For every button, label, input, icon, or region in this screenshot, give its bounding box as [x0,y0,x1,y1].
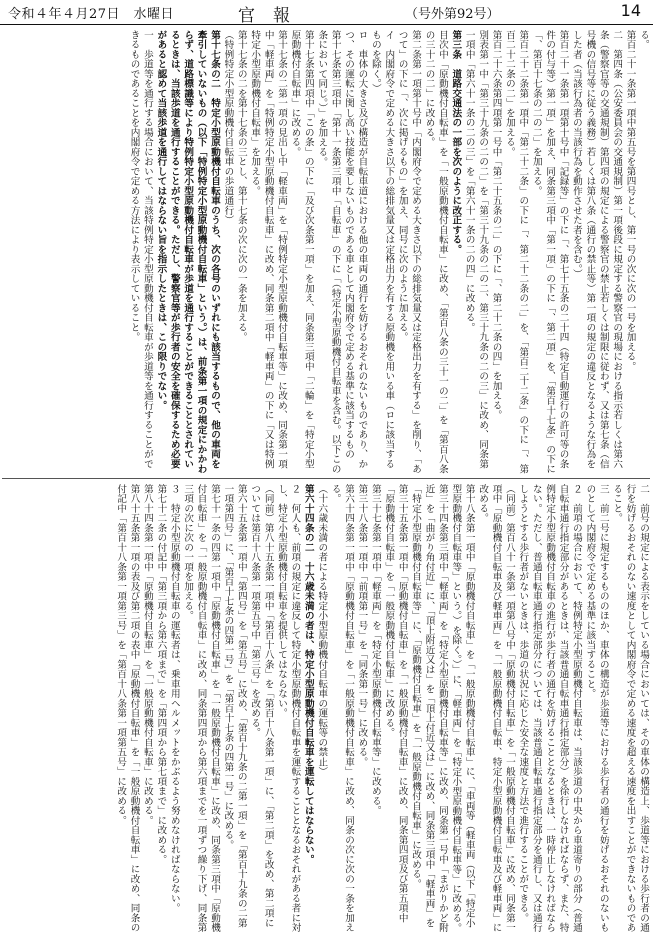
article-paragraph: 第七十二条の付記中「第三項から第六項まで」を「第四項から第七項まで」に改める。 [155,484,167,865]
article-paragraph: 第七十一条の四第一項中「原動機付自転車」を「一般原動機付自転車」に改め、同条第三項中「原動機付自転車」を「一般原動機付自転車」に改め、同条第四項から第六項までを一項ずつ繰り下げ、同条第三項の次に次の一項を加える。 [182,484,220,933]
issue-date: 令和４年４月27日 水曜日 [8,7,175,22]
article-paragraph: 第六十四条の二 十六歳未満の者は、特定小型原動機付自転車を運転してはならない。 [302,484,314,865]
article-paragraph: 第三十七条第一項中「軽車両」を「特定小型原動機付自転車等」に改める。 [369,484,381,816]
article-paragraph: 第三十四条第三項中「軽車両」を「特定小型原動機付自転車等」に改め、同条第一号中「まがりかど附近」を「曲がり角付近」に、「頂上附近又は」を「頂上付近又は」に改め、同条第三項中「軽車両」を「特定小型原動機付自転車等」に、「原動機付自転車」を「一般原動機付自転車」に改める。 [410,484,448,933]
article-paragraph: 第六十五条第一項中「第四号」を「第五号」に改め、「第百十九条の二第一項」を「第百十九条の二第一項第四号」に、「第百十七条の四第一号」を「第百十七条の四第一号」に改める。 [222,484,247,928]
article-paragraph: 第百二十六条第四項第一号中「第二十五条の二」の下に「、第二十二条の四」を加える。 [490,30,502,420]
article-paragraph: 三 前二号に規定するもののほか、車体の構造が歩道等における歩行者の通行を妨げるおそれのないものとして内閣府令で定める基準に該当すること。 [584,484,609,933]
article-paragraph: （特例特定小型原動機付自転車の歩道通行） [222,30,234,225]
article-paragraph: 第八十五条第一項の表及び第二項の表中「原動機付自転車」を「一般原動機付自転車」に改め、同条の付記中「第百十八条第一項第三号」を「第百十八条第一項第五号」に改める。 [115,484,140,933]
article-paragraph: ２ 何人も、前項の規定に違反して特定小型原動機付自転車を運転することとなるおそれがある者に対し、特定小型原動機付自転車を提供してはならない。 [276,484,301,933]
article-paragraph: 第十八条第一項中「原動機付自転車」を「一般原動機付自転車」に、「車両等（軽車両（以下「特定小型原動機付自転車等」という。）を除く。）」に、「軽車両」を「特定小型原動機付自転車等」に改める。 [450,484,475,933]
article-paragraph: ロ 車体の大きさ及び構造が自転車道における他の車両の通行を妨げるおそれのないものであり、かつ、その運転に関し高い技能を要しないものである車として内閣府令で定める基準に該当するもの [343,30,368,469]
gazette-title: 官報 [238,6,308,26]
issue-number: （号外第92号） [405,7,500,22]
article-paragraph: 別表第一中「第三十九条の二の二」を「第三十九条の二の二、第三十九条の二の三」に改め、同条第一項中「第六十一条の二の三」を「第六十一条の二の四」に改める。 [463,30,489,469]
article-paragraph: 第十七条の二第一項の見出し中「軽車両」を「特例特定小型原動機付自転車等」に改め、同条第一項中「軽車両」を「特例特定小型原動機付自転車」に改め、同条第二項中「軽車両」の下に「又は特例特定小型原動機付自転車」を加える。 [249,30,288,469]
page-number: 14 [620,1,641,20]
lower-text-block [2,484,650,936]
article-paragraph: 第十七条第三項中「第十一条第三項中「自転車」の下に「（特定小型原動機付自転車を含む。以下この条において同じ。）」を加える。 [316,30,341,474]
gazette-header [0,0,653,25]
article-paragraph: 第百二十一条第一項第十号中「記録等」の下に「、第七十五条の二十四（特定自動運行の許可等の条件の付与等）第一項」を加え、同条第三項中「第一項」の下に「、第二項」を、「第百十七条」の下に「、第百十七条の二の二」を加える。 [530,30,569,474]
article-paragraph: （同前）第八十五条第一項中「第百十八条」を「第百十八条第一項」に、「第二項」を改め、第二項については第百十八条第一項第五号中「第三号」を改める。 [249,484,274,928]
article-paragraph: る。 [638,30,649,50]
article-paragraph: 目次中「原動機付自転車」を「一般原動機付自転車」に改め、「第百八条の三十一の二」を「第百八条の三十二の二」に改める。 [423,30,448,474]
article-paragraph: 第百二十二条第一項中「第二十二条」の下に「、第二十二条の二」を、「第百二十二条」の下に「、第百二十二条の二」を加える。 [503,30,529,474]
article-paragraph: 第二条第一項第十号中「内閣府令で定める大きさ以下の総排気量又は定格出力を有する」を削り、「あつて」の下に「、次に掲げるもの」を加え、同号に次のように加える。 [396,30,422,474]
article-paragraph: 第十七条第四項中「この条」の下に「及び次条第一項」を加え、同条第三項中「二輪」を「特定小型原動機付自転車」に改める。 [289,30,314,469]
article-paragraph: 第百二十一条第一項中第五号を第四号とし、第一号の次に次の一号を加える。 [624,30,636,372]
article-paragraph: 一 歩道等を通行する場合において、当該特例特定小型原動機付自転車が歩道等を通行することができるものであることを内閣府令で定める方法により表示していること。 [128,30,153,469]
article-paragraph: 第三十五条第一項中「原動機付自転車」を「一般原動機付自転車」に改め、同条第四項及び第五項中「原動機付自転車」を「一般原動機付自転車」に改める。 [383,484,408,923]
article-paragraph: イ 内閣府令で定める大きさ以下の総排気量又は定格出力を有する原動機を用いる車（ロに該当するものを除く。） [369,30,395,469]
article-paragraph: 第三条 道路交通法の一部を次のように改正する。 [450,30,462,255]
article-paragraph: （同前）第百八十一条第一項第八号中「原動機付自転車」を「一般原動機付自転車」に改め、同条第一項中「原動機付自転車及び軽車両」を「一般原動機付自転車、特定小型原動機付自転車及び軽車両」に改める。 [477,484,515,933]
article-paragraph: （十六歳未満の者による特定小型原動機付自転車の運転等の禁止） [316,484,328,777]
article-paragraph: ３ 特定小型原動機付自転車の運転者は、乗車用ヘルメットをかぶるよう努めなければならない。 [168,484,180,913]
article-paragraph: ２ 前項の場合において、特例特定小型原動機付自転車は、当該歩道の中央から車道寄りの部分（普通自転車通行指定部分があるときは、当該普通自転車通行指定部分）を徐行しなければならず、また、特例特定小型原動機付自転車の進行が歩行者の通行を妨げることとなるときは、一時停止しなければならない。ただし、普通自転車通行指定部分については、当該普通自転車通行指定部分を通行し、又は通行しようとする歩行者がないときは、歩道の状況に応じた安全な速度と方法で進行することができる。 [517,484,582,933]
article-paragraph: 第六十四条第一項中「原動機付自転車」を「一般原動機付自転車」に改め、同条の次に次の一条を加える。 [329,484,355,933]
section-divider [2,478,650,479]
article-paragraph: 第三十八条第一項中「前項第一号」を「同条第一号」に改める。 [356,484,368,767]
article-paragraph: 第八十四条第一項中「原動機付自転車」を「一般原動機付自転車」に改める。 [141,484,153,826]
article-paragraph: 第十七条の二を第十七条の三とし、第十七条の次に次の一条を加える。 [235,30,247,342]
article-paragraph: 第十七条の二 特定小型原動機付自転車のうち、次の各号のいずれにも該当するもので、他の車両を牽引していないもの（以下「特例特定小型原動機付自転車」という。）は、前条第一項の規定にかかわらず、道路標識等により特例特定小型原動機付自転車が歩道を通行することができることとされているときは、当該歩道を通行することができる。ただし、警察官等が歩行者の安全を確保するため必要があると認めて当該歩道を通行してはならない旨を指示したときは、この限りでない。 [155,30,220,474]
article-paragraph: 二 第四条（公安委員会の交通規制）第一項後段に規定する警察官の現場における指示若しくは第六条（警察官等の交通規制）第四項の規定による警察官の禁止若しくは制限に従わず、又は第七条（信号機の信号等に従う義務）若しくは第八条（通行の禁止等）第一項の規定の違反となるような行為をした者（当該行為者の当該行為を動作させた者を含む。） [570,30,623,469]
article-paragraph: 二 前号の規定による表示をしている場合においては、その車体の構造上、歩道等における歩行者の通行を妨げるおそれのない速度として内閣府令で定める速度を超える速度を出すことができないものであること。 [611,484,649,933]
upper-text-block [2,30,650,475]
